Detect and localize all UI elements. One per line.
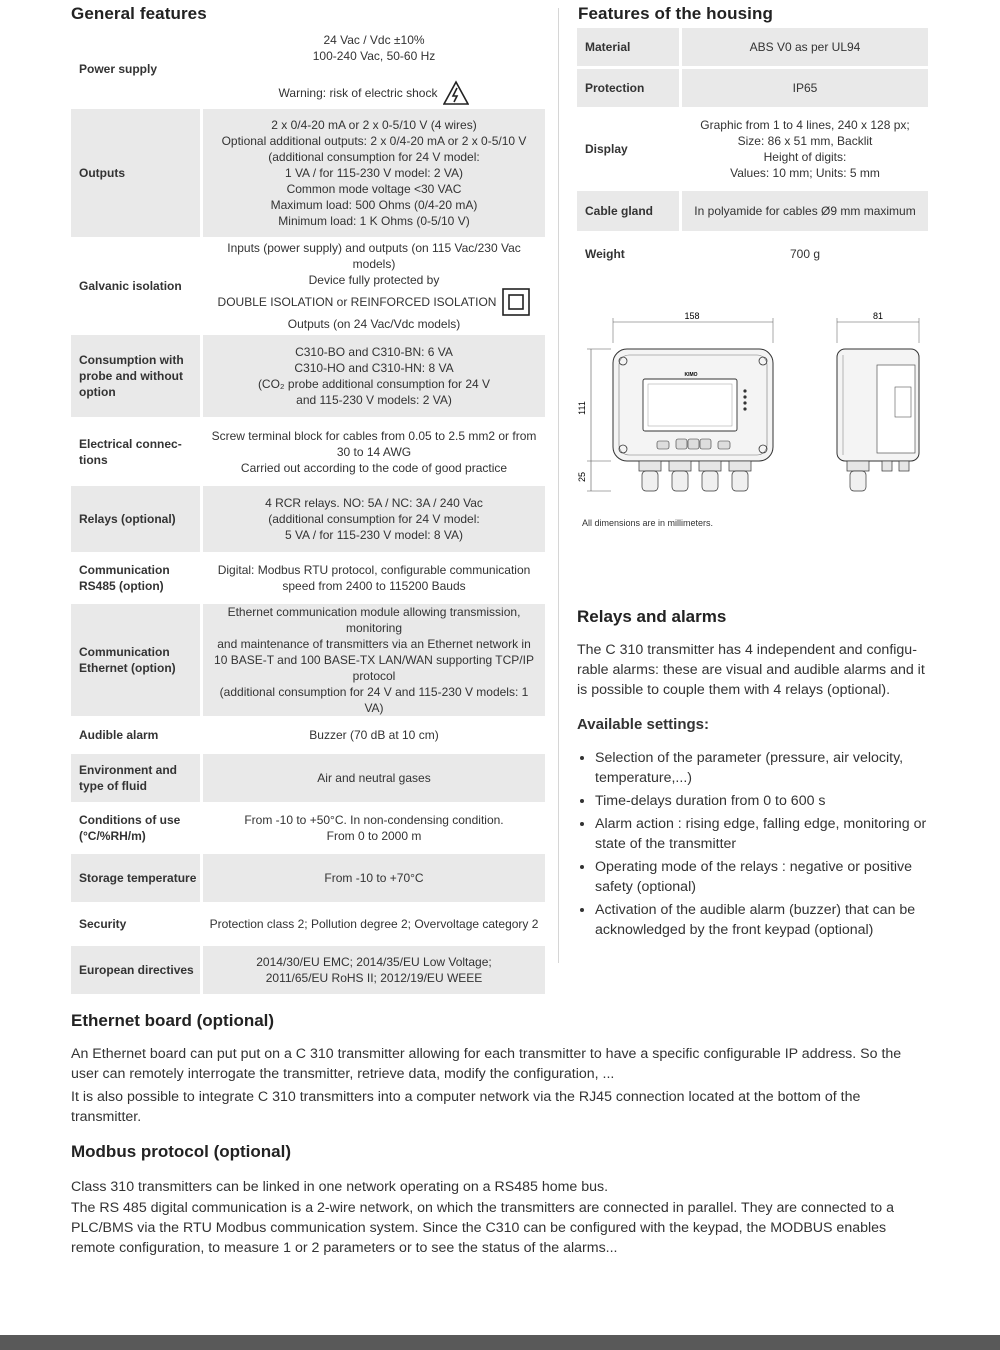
spec-label: Protection <box>577 69 681 107</box>
spec-value <box>202 486 546 552</box>
spec-value-line: C310-HO and C310-HN: 8 VA <box>294 361 454 375</box>
spec-value-line: Maximum load: 500 Ohms (0/4-20 mA) <box>270 198 478 212</box>
electric-shock-warning-icon <box>443 80 469 106</box>
general-features-table <box>71 32 545 994</box>
available-settings-title: Available settings: <box>577 716 709 733</box>
spec-row <box>577 110 928 188</box>
depth-dimension-label: 81 <box>872 311 884 321</box>
settings-list <box>577 748 945 943</box>
spec-value-line: 700 g <box>789 247 821 261</box>
spec-row <box>71 719 545 751</box>
spec-value-line: (CO₂ probe additional consumption for 24 V <box>257 377 491 391</box>
spec-value-line: Optional additional outputs: 2 x 0/4-20 mA or 2 x 0-5/10 V <box>221 134 527 148</box>
relays-title: Relays and alarms <box>577 607 727 626</box>
spec-value <box>681 110 929 188</box>
spec-row <box>577 191 928 231</box>
spec-label: Weight <box>585 247 625 261</box>
spec-value <box>681 28 929 66</box>
spec-value-line: Graphic from 1 to 4 lines, 240 x 128 px; <box>700 118 910 132</box>
spec-value-line: From -10 to +50°C. In non-condensing condition. <box>244 813 504 827</box>
spec-value-line: (additional consumption for 24 V model: <box>268 512 480 526</box>
dimensions-note: All dimensions are in millimeters. <box>582 518 714 528</box>
spec-value-line <box>209 80 539 106</box>
spec-value-line: and 115-230 V models: 2 VA) <box>296 393 452 407</box>
spec-value-line: 30 to 14 AWG <box>336 444 412 459</box>
spec-label: Cable gland <box>577 191 681 231</box>
modbus-title: Modbus protocol (optional) <box>71 1142 292 1161</box>
spec-value <box>202 946 546 994</box>
modbus-paragraph-2: The RS 485 digital communication is a 2-wire network, on which the transmitters are connected in parallel. They are connected to a PLC/BMS via the RTU Modbus communication system. Since the C310 can be configured with the keypad, the MODBUS enables remote configuration, to measure 1 or 2 parameters or to see the status of the alarms... <box>71 1200 895 1256</box>
spec-row <box>577 234 928 274</box>
spec-value-line: 4 RCR relays. NO: 5A / NC: 3A / 240 Vac <box>265 496 483 510</box>
spec-label: Consumption with probe and without option <box>71 335 202 417</box>
spec-value-line: (additional consumption for 24 V and 115-230 V models: 1 VA) <box>219 685 529 715</box>
double-isolation-text: DOUBLE ISOLATION or REINFORCED ISOLATION <box>217 295 497 309</box>
modbus-paragraph-1: Class 310 transmitters can be linked in one network operating on a RS485 home bus. <box>71 1179 609 1195</box>
spec-row <box>71 555 545 601</box>
spec-label: Storage temperature <box>71 854 202 902</box>
spec-value-line: Outputs (on 24 Vac/Vdc models) <box>287 317 461 331</box>
spec-value <box>202 240 546 332</box>
spec-value <box>202 555 546 601</box>
spec-value <box>681 191 929 231</box>
column-divider <box>558 8 559 963</box>
spec-value-line: Screw terminal block for cables from 0.05 to 2.5 mm2 or from <box>211 428 537 443</box>
spec-label: Communication Ethernet (option) <box>71 604 202 716</box>
spec-label: Power supply <box>79 62 158 76</box>
settings-list-item: • Operating mode of the relays : negative or positive safety (optional) <box>595 857 945 897</box>
spec-label: Audible alarm <box>79 728 159 742</box>
spec-value <box>202 805 546 851</box>
spec-value <box>681 234 929 274</box>
spec-value <box>202 854 546 902</box>
spec-label: Outputs <box>71 109 202 237</box>
spec-value-line: Values: 10 mm; Units: 5 mm <box>730 166 880 180</box>
spec-value-line: 2011/65/EU RoHS II; 2012/19/EU WEEE <box>265 971 483 985</box>
spec-row <box>71 854 545 902</box>
spec-value-line: IP65 <box>792 81 818 95</box>
spec-label: Environment and type of fluid <box>71 754 202 802</box>
spec-value-line: Carried out according to the code of good practice <box>240 460 508 475</box>
spec-value-line: 2 x 0/4-20 mA or 2 x 0-5/10 V (4 wires) <box>271 118 477 132</box>
housing-table <box>577 28 928 274</box>
ethernet-paragraph-2: It is also possible to integrate C 310 transmitters into a computer network via the RJ45 connection located at the bottom of the transmitter. <box>71 1089 861 1125</box>
spec-row <box>71 32 545 106</box>
spec-row <box>71 486 545 552</box>
spec-value <box>202 335 546 417</box>
spec-value-line: Height of digits: <box>763 150 847 164</box>
spec-value-line: From -10 to +70°C <box>324 871 424 885</box>
dimension-diagram <box>577 305 928 530</box>
spec-row <box>71 335 545 417</box>
spec-label: Display <box>585 142 628 156</box>
ethernet-title: Ethernet board (optional) <box>71 1011 275 1030</box>
spec-value-line: and maintenance of transmitters via an Ethernet network in <box>217 637 531 651</box>
spec-value-line: In polyamide for cables Ø9 mm maximum <box>694 204 916 218</box>
gland-dimension-label: 25 <box>577 471 587 483</box>
spec-label: Material <box>577 28 681 66</box>
spec-value <box>202 109 546 237</box>
relays-intro: The C 310 transmitter has 4 independent and configu-rable alarms: these are visual and audible alarms and it is possible to couple them with 4 relays (optional). <box>577 642 925 698</box>
spec-row <box>71 604 545 716</box>
double-insulation-icon <box>502 288 530 316</box>
spec-row <box>71 946 545 994</box>
spec-value-line: Inputs (power supply) and outputs (on 115 Vac/230 Vac models) <box>227 241 521 271</box>
spec-value <box>202 719 546 751</box>
spec-label: Conditions of use (°C/%RH/m) <box>79 813 181 843</box>
spec-label: Security <box>79 917 127 931</box>
spec-row <box>71 905 545 943</box>
general-features-title: General features <box>71 4 207 23</box>
spec-value-line: Minimum load: 1 K Ohms (0-5/10 V) <box>278 214 470 228</box>
spec-value-line: Size: 86 x 51 mm, Backlit <box>737 134 873 148</box>
spec-value-line: C310-BO and C310-BN: 6 VA <box>295 345 453 359</box>
spec-value-line <box>209 64 539 80</box>
spec-label: Electrical connec-tions <box>79 436 182 467</box>
spec-value <box>202 420 546 483</box>
spec-row <box>71 420 545 483</box>
spec-row <box>71 109 545 237</box>
spec-value-line: Buzzer (70 dB at 10 cm) <box>309 728 439 742</box>
spec-label: Relays (optional) <box>71 486 202 552</box>
spec-value <box>202 754 546 802</box>
height-dimension-label: 111 <box>577 401 587 415</box>
spec-label: European directives <box>71 946 202 994</box>
spec-value-line: 2014/30/EU EMC; 2014/35/EU Low Voltage; <box>256 955 492 969</box>
side-view-drawing <box>837 349 919 491</box>
spec-value <box>681 69 929 107</box>
spec-value <box>202 905 546 943</box>
spec-value <box>202 604 546 716</box>
spec-row <box>577 69 928 107</box>
spec-value-line: Digital: Modbus RTU protocol, configurable communication <box>217 563 531 577</box>
spec-row <box>71 240 545 332</box>
spec-value-line: 10 BASE-T and 100 BASE-TX LAN/WAN supporting TCP/IP protocol <box>214 653 534 683</box>
spec-value-line: 100-240 Vac, 50-60 Hz <box>312 49 436 63</box>
spec-value-line: 24 Vac / Vdc ±10% <box>323 33 425 47</box>
settings-list-item: • Time-delays duration from 0 to 600 s <box>595 791 945 811</box>
spec-value-line: From 0 to 2000 m <box>326 829 422 843</box>
warning-text: Warning: risk of electric shock <box>278 86 438 100</box>
spec-value-line: speed from 2400 to 115200 Bauds <box>282 579 466 593</box>
footer-bar <box>0 1335 1000 1350</box>
spec-value-line: Air and neutral gases <box>317 771 431 785</box>
spec-value-line: 5 VA / for 115-230 V model: 8 VA) <box>284 528 464 542</box>
spec-value-line: 1 VA / for 115-230 V model: 2 VA) <box>284 166 464 180</box>
brand-logo: KIMO <box>684 372 698 378</box>
settings-list-item: • Selection of the parameter (pressure, air velocity, temperature,...) <box>595 748 945 788</box>
spec-value-line: (additional consumption for 24 V model: <box>268 150 480 164</box>
front-view-drawing <box>613 349 773 491</box>
spec-label: Galvanic isolation <box>79 279 182 293</box>
spec-value-line <box>209 288 539 316</box>
width-dimension-label: 158 <box>684 311 700 321</box>
spec-value-line: Device fully protected by <box>308 273 440 287</box>
housing-title: Features of the housing <box>578 4 773 23</box>
spec-row <box>71 805 545 851</box>
spec-value-line: Common mode voltage <30 VAC <box>286 182 462 196</box>
spec-row <box>577 28 928 66</box>
spec-row <box>71 754 545 802</box>
spec-value-line: ABS V0 as per UL94 <box>749 40 861 54</box>
spec-value <box>202 32 546 106</box>
warning-line <box>279 80 470 106</box>
spec-label: Communication RS485 (option) <box>79 563 170 593</box>
settings-list-item: • Alarm action : rising edge, falling edge, monitoring or state of the transmitter <box>595 814 945 854</box>
ethernet-paragraph-1: An Ethernet board can put put on a C 310 transmitter allowing for each transmitter to have a specific configurable IP address. So the user can remotely interrogate the transmitter, retrieve data, modify the configuration, ... <box>71 1046 902 1082</box>
spec-value-line: Ethernet communication module allowing transmission, monitoring <box>227 605 521 635</box>
spec-value-line: Protection class 2; Pollution degree 2; Overvoltage category 2 <box>209 917 539 931</box>
double-isolation-line <box>218 288 531 316</box>
settings-list-item: • Activation of the audible alarm (buzzer) that can be acknowledged by the front keypad (optional) <box>595 900 945 940</box>
